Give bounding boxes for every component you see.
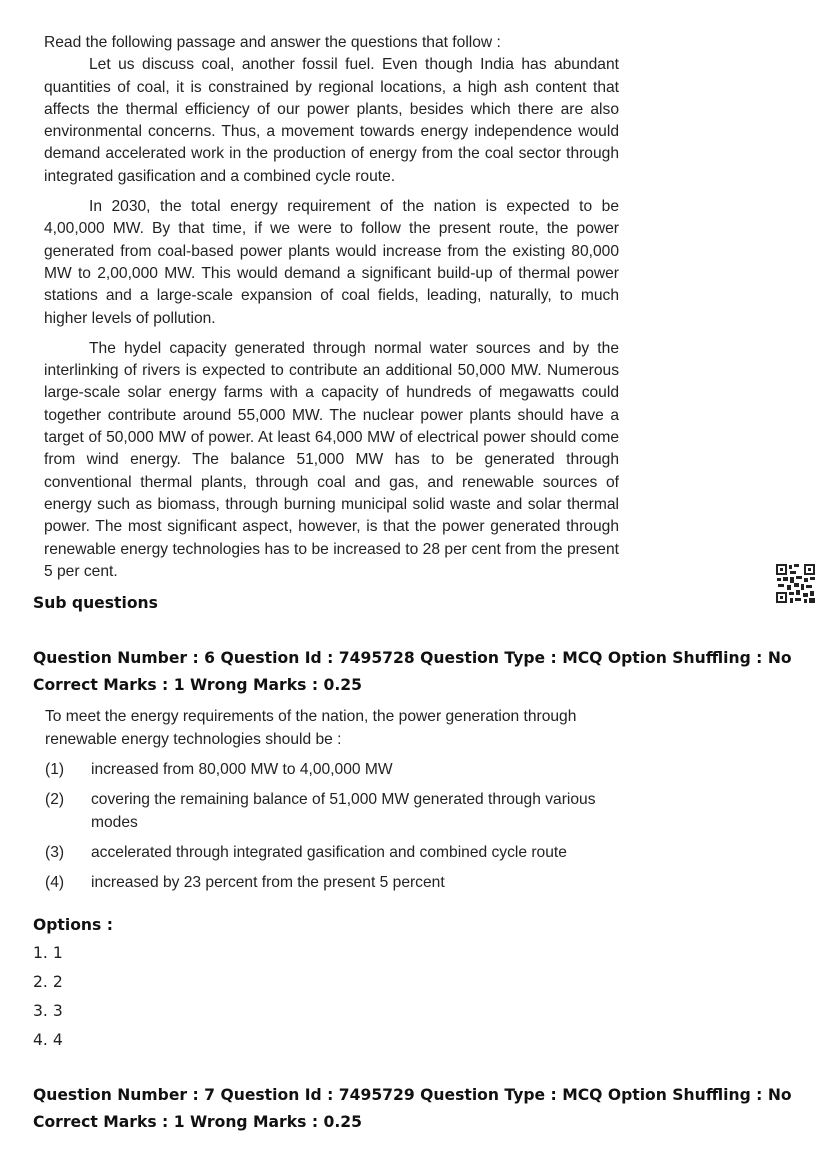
option-2: 2. 2: [33, 973, 63, 991]
question-7-marks: Correct Marks : 1 Wrong Marks : 0.25: [33, 1113, 362, 1131]
passage-paragraph-1: Let us discuss coal, another fossil fuel. Even though India has abundant quantities of coal, it is constrained by regional locations, a high ash content that affects the thermal efficiency of our power plants, besides which there are also environmental concerns. Thus, a movement towards energy independence would demand accelerated work in the production of energy from the coal sector through integrated gasification and a combined cycle route.: [44, 56, 619, 185]
passage-paragraph-3: The hydel capacity generated through normal water sources and by the interlinking of rivers is expected to contribute an additional 50,000 MW. Numerous large-scale solar energy farms with a capacity of hundreds of megawatts could together contribute around 55,000 MW. The nuclear power plants should have a target of 50,000 MW of power. At least 64,000 MW of electrical power should come from wind energy. The balance 51,000 MW has to be generated through conventional thermal plants, through coal and gas, and renewable sources of energy such as biomass, through burning municipal solid waste and solar thermal power. The most significant aspect, however, is that the power generated through renewable energy technologies has to be increased to 28 per cent from the present 5 per cent.: [44, 339, 619, 580]
option-4: 4. 4: [33, 1031, 63, 1049]
question-6-marks: Correct Marks : 1 Wrong Marks : 0.25: [33, 676, 362, 694]
passage-intro: Read the following passage and answer the questions that follow :: [44, 34, 501, 51]
question-6-text: To meet the energy requirements of the nation, the power generation through renewable energy technologies should be :: [45, 708, 577, 748]
question-7-header: [33, 1082, 813, 1136]
choice-number: (1): [45, 761, 65, 778]
sub-questions-heading: Sub questions: [33, 594, 158, 612]
choice-number: (2): [45, 791, 65, 808]
question-6-header: [33, 645, 813, 699]
choice-number: (3): [45, 844, 65, 861]
question-7-meta: Question Number : 7 Question Id : 7495729 Question Type : MCQ Option Shuffling : No: [33, 1086, 792, 1104]
choice-text: increased by 23 percent from the present 5 percent: [91, 874, 445, 891]
option-1: 1. 1: [33, 944, 63, 962]
choice-text: covering the remaining balance of 51,000 MW generated through various modes: [91, 791, 596, 831]
question-6-meta: Question Number : 6 Question Id : 7495728 Question Type : MCQ Option Shuffling : No: [33, 649, 792, 667]
qr-code-icon: [775, 563, 816, 604]
choice-text: increased from 80,000 MW to 4,00,000 MW: [91, 761, 393, 778]
options-heading: Options :: [33, 916, 113, 934]
choice-number: (4): [45, 874, 65, 891]
choice-text: accelerated through integrated gasification and combined cycle route: [91, 844, 567, 861]
option-3: 3. 3: [33, 1002, 63, 1020]
passage-paragraph-2: In 2030, the total energy requirement of the nation is expected to be 4,00,000 MW. By that time, if we were to follow the present route, the power generated from coal-based power plants would increase from the existing 80,000 MW to 2,00,000 MW. This would demand a significant build-up of thermal power stations and a large-scale expansion of coal fields, leading, naturally, to much higher levels of pollution.: [44, 198, 619, 327]
reading-passage: [44, 32, 619, 591]
